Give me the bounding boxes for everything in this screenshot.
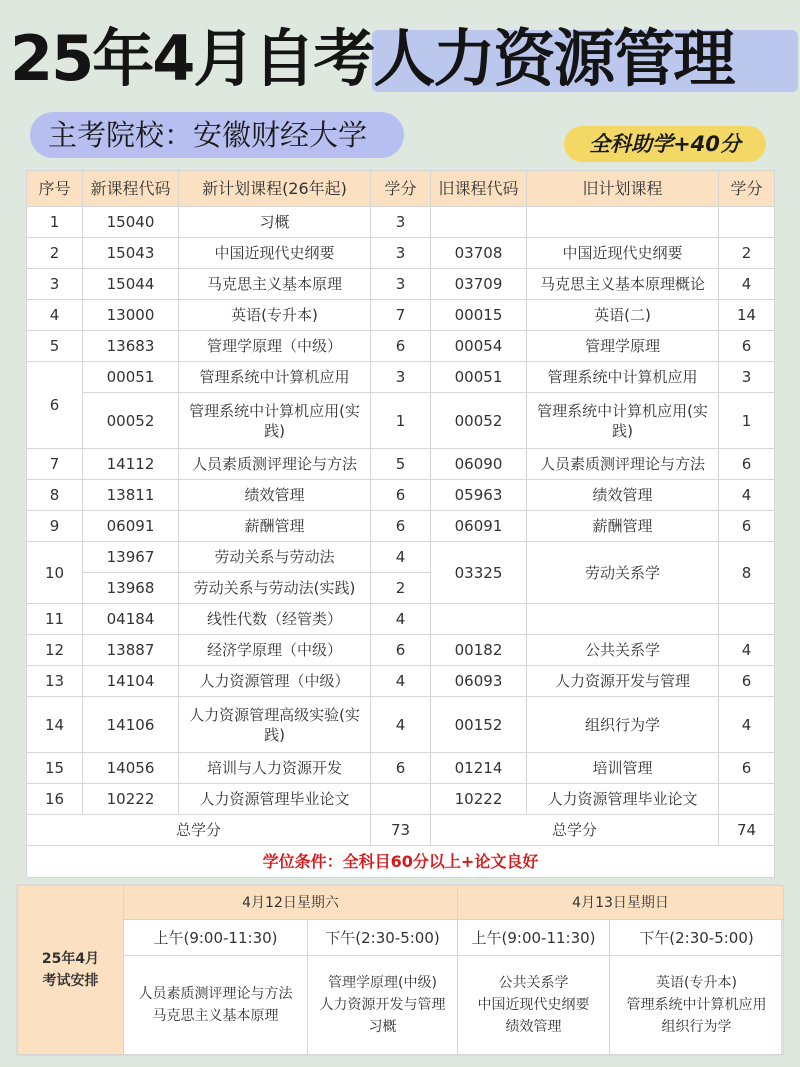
schedule-side-label	[18, 886, 124, 1055]
new-code-cell: 13968	[83, 573, 179, 604]
old-credit-cell: 4	[719, 635, 775, 666]
new-credit-cell: 4	[371, 666, 431, 697]
old-code-cell: 05963	[431, 480, 527, 511]
total-credits-old: 74	[719, 815, 775, 846]
old-code-cell: 00182	[431, 635, 527, 666]
new-course-cell: 培训与人力资源开发	[179, 753, 371, 784]
new-credit-cell: 1	[371, 393, 431, 449]
col-header: 学分	[371, 171, 431, 207]
old-credit-cell: 6	[719, 449, 775, 480]
seq-cell: 13	[27, 666, 83, 697]
exam-subject: 管理系统中计算机应用	[626, 997, 767, 1013]
seq-cell: 10	[27, 542, 83, 604]
seq-cell: 2	[27, 238, 83, 269]
old-credit-cell: 1	[719, 393, 775, 449]
new-code-cell: 14106	[83, 697, 179, 753]
exam-subject: 管理学原理(中级)	[328, 975, 437, 991]
new-course-cell: 马克思主义基本原理	[179, 269, 371, 300]
table-row	[27, 511, 775, 542]
old-course-cell: 绩效管理	[527, 480, 719, 511]
old-code-cell: 00052	[431, 393, 527, 449]
new-credit-cell: 4	[371, 542, 431, 573]
table-row	[27, 697, 775, 753]
new-credit-cell: 5	[371, 449, 431, 480]
old-credit-cell	[719, 784, 775, 815]
school-label: 主考院校：安徽财经大学	[30, 112, 404, 158]
new-course-cell: 劳动关系与劳动法	[179, 542, 371, 573]
old-course-cell: 薪酬管理	[527, 511, 719, 542]
exam-subjects	[610, 956, 784, 1055]
seq-cell: 11	[27, 604, 83, 635]
new-code-cell: 13811	[83, 480, 179, 511]
old-credit-cell: 6	[719, 753, 775, 784]
old-code-cell	[431, 604, 527, 635]
table-row	[27, 331, 775, 362]
table-row	[27, 449, 775, 480]
time-slot: 下午(2:30-5:00)	[610, 920, 784, 956]
total-label-old: 总学分	[431, 815, 719, 846]
exam-subject: 习概	[368, 1019, 397, 1035]
old-course-cell: 管理系统中计算机应用(实践)	[527, 393, 719, 449]
old-course-cell: 培训管理	[527, 753, 719, 784]
old-credit-cell: 4	[719, 480, 775, 511]
time-slot: 上午(9:00-11:30)	[458, 920, 610, 956]
new-code-cell: 10222	[83, 784, 179, 815]
new-credit-cell: 4	[371, 697, 431, 753]
new-credit-cell: 3	[371, 362, 431, 393]
old-course-cell: 管理系统中计算机应用	[527, 362, 719, 393]
exam-subject: 公共关系学	[498, 975, 569, 991]
new-code-cell: 13000	[83, 300, 179, 331]
new-course-cell: 管理系统中计算机应用(实践)	[179, 393, 371, 449]
new-code-cell: 14104	[83, 666, 179, 697]
old-code-cell: 06090	[431, 449, 527, 480]
new-code-cell: 00051	[83, 362, 179, 393]
exam-subject: 马克思主义基本原理	[152, 1008, 279, 1024]
old-course-cell: 公共关系学	[527, 635, 719, 666]
new-credit-cell: 6	[371, 511, 431, 542]
new-course-cell: 线性代数（经管类）	[179, 604, 371, 635]
new-credit-cell: 6	[371, 753, 431, 784]
old-course-cell: 管理学原理	[527, 331, 719, 362]
schedule-side-line: 考试安排	[42, 973, 99, 989]
table-row	[27, 238, 775, 269]
new-code-cell: 14056	[83, 753, 179, 784]
new-code-cell: 06091	[83, 511, 179, 542]
old-credit-cell: 2	[719, 238, 775, 269]
condition-row	[27, 846, 775, 878]
old-course-cell	[527, 207, 719, 238]
new-credit-cell: 7	[371, 300, 431, 331]
table-header-row	[27, 171, 775, 207]
day-header: 4月13日星期日	[458, 886, 784, 920]
exam-schedule	[16, 884, 782, 1056]
seq-cell: 9	[27, 511, 83, 542]
table-row	[27, 393, 775, 449]
new-credit-cell: 6	[371, 331, 431, 362]
total-row	[27, 815, 775, 846]
old-code-cell: 03325	[431, 542, 527, 604]
table-row	[27, 604, 775, 635]
col-header: 序号	[27, 171, 83, 207]
new-course-cell: 管理学原理（中级）	[179, 331, 371, 362]
exam-subjects	[308, 956, 458, 1055]
new-code-cell: 14112	[83, 449, 179, 480]
old-course-cell: 人力资源开发与管理	[527, 666, 719, 697]
old-code-cell: 00051	[431, 362, 527, 393]
time-slot: 下午(2:30-5:00)	[308, 920, 458, 956]
new-course-cell: 人员素质测评理论与方法	[179, 449, 371, 480]
old-course-cell	[527, 604, 719, 635]
new-course-cell: 绩效管理	[179, 480, 371, 511]
promo-badge: 全科助学+40分	[564, 126, 766, 162]
seq-cell: 6	[27, 362, 83, 449]
time-slot: 上午(9:00-11:30)	[124, 920, 308, 956]
old-course-cell: 劳动关系学	[527, 542, 719, 604]
old-course-cell: 人力资源管理毕业论文	[527, 784, 719, 815]
exam-subject: 组织行为学	[661, 1019, 732, 1035]
old-credit-cell: 3	[719, 362, 775, 393]
exam-subject: 中国近现代史纲要	[477, 997, 590, 1013]
new-course-cell: 管理系统中计算机应用	[179, 362, 371, 393]
seq-cell: 4	[27, 300, 83, 331]
new-course-cell: 人力资源管理高级实验(实践)	[179, 697, 371, 753]
seq-cell: 15	[27, 753, 83, 784]
exam-subject: 人员素质测评理论与方法	[138, 986, 293, 1002]
new-course-cell: 劳动关系与劳动法(实践)	[179, 573, 371, 604]
total-credits-new: 73	[371, 815, 431, 846]
table-row	[27, 784, 775, 815]
old-credit-cell	[719, 207, 775, 238]
old-course-cell: 中国近现代史纲要	[527, 238, 719, 269]
old-credit-cell: 14	[719, 300, 775, 331]
table-row	[27, 635, 775, 666]
schedule-side-line: 25年4月	[41, 951, 100, 967]
new-code-cell: 15044	[83, 269, 179, 300]
new-course-cell: 人力资源管理（中级）	[179, 666, 371, 697]
col-header: 新课程代码	[83, 171, 179, 207]
seq-cell: 5	[27, 331, 83, 362]
old-credit-cell: 8	[719, 542, 775, 604]
old-credit-cell: 4	[719, 697, 775, 753]
table-row	[27, 269, 775, 300]
table-row	[27, 753, 775, 784]
new-course-cell: 习概	[179, 207, 371, 238]
new-code-cell: 04184	[83, 604, 179, 635]
new-credit-cell: 6	[371, 480, 431, 511]
exam-subjects	[124, 956, 308, 1055]
new-code-cell: 13683	[83, 331, 179, 362]
degree-condition: 学位条件：全科目60分以上+论文良好	[27, 846, 775, 878]
new-code-cell: 13887	[83, 635, 179, 666]
exam-subject: 人力资源开发与管理	[319, 997, 446, 1013]
old-code-cell: 06093	[431, 666, 527, 697]
old-course-cell: 英语(二)	[527, 300, 719, 331]
old-code-cell: 00015	[431, 300, 527, 331]
old-code-cell: 00152	[431, 697, 527, 753]
old-credit-cell: 6	[719, 511, 775, 542]
new-code-cell: 13967	[83, 542, 179, 573]
col-header: 旧计划课程	[527, 171, 719, 207]
new-credit-cell: 2	[371, 573, 431, 604]
new-course-cell: 中国近现代史纲要	[179, 238, 371, 269]
new-code-cell: 15040	[83, 207, 179, 238]
new-course-cell: 经济学原理（中级）	[179, 635, 371, 666]
new-course-cell: 英语(专升本)	[179, 300, 371, 331]
old-code-cell: 03708	[431, 238, 527, 269]
new-credit-cell: 3	[371, 238, 431, 269]
exam-subject: 绩效管理	[505, 1019, 562, 1035]
new-code-cell: 00052	[83, 393, 179, 449]
old-credit-cell: 4	[719, 269, 775, 300]
seq-cell: 8	[27, 480, 83, 511]
seq-cell: 7	[27, 449, 83, 480]
old-code-cell: 01214	[431, 753, 527, 784]
col-header: 学分	[719, 171, 775, 207]
new-course-cell: 人力资源管理毕业论文	[179, 784, 371, 815]
table-row	[27, 207, 775, 238]
seq-cell: 3	[27, 269, 83, 300]
old-code-cell: 03709	[431, 269, 527, 300]
seq-cell: 1	[27, 207, 83, 238]
total-label-new: 总学分	[27, 815, 371, 846]
col-header: 旧课程代码	[431, 171, 527, 207]
old-code-cell: 10222	[431, 784, 527, 815]
new-course-cell: 薪酬管理	[179, 511, 371, 542]
table-row	[27, 666, 775, 697]
table-row	[27, 480, 775, 511]
col-header: 新计划课程(26年起)	[179, 171, 371, 207]
table-row	[27, 362, 775, 393]
table-row	[27, 300, 775, 331]
new-credit-cell: 6	[371, 635, 431, 666]
old-code-cell: 06091	[431, 511, 527, 542]
exam-subject: 英语(专升本)	[656, 975, 737, 991]
exam-subjects	[458, 956, 610, 1055]
old-credit-cell: 6	[719, 666, 775, 697]
seq-cell: 14	[27, 697, 83, 753]
old-code-cell: 00054	[431, 331, 527, 362]
old-course-cell: 组织行为学	[527, 697, 719, 753]
new-credit-cell	[371, 784, 431, 815]
old-code-cell	[431, 207, 527, 238]
old-course-cell: 人员素质测评理论与方法	[527, 449, 719, 480]
new-credit-cell: 3	[371, 207, 431, 238]
table-row	[27, 542, 775, 573]
course-table	[26, 170, 775, 878]
new-credit-cell: 3	[371, 269, 431, 300]
old-credit-cell	[719, 604, 775, 635]
seq-cell: 12	[27, 635, 83, 666]
new-credit-cell: 4	[371, 604, 431, 635]
seq-cell: 16	[27, 784, 83, 815]
new-code-cell: 15043	[83, 238, 179, 269]
day-header: 4月12日星期六	[124, 886, 458, 920]
old-credit-cell: 6	[719, 331, 775, 362]
page-title: 25年4月自考人力资源管理	[10, 22, 734, 95]
old-course-cell: 马克思主义基本原理概论	[527, 269, 719, 300]
